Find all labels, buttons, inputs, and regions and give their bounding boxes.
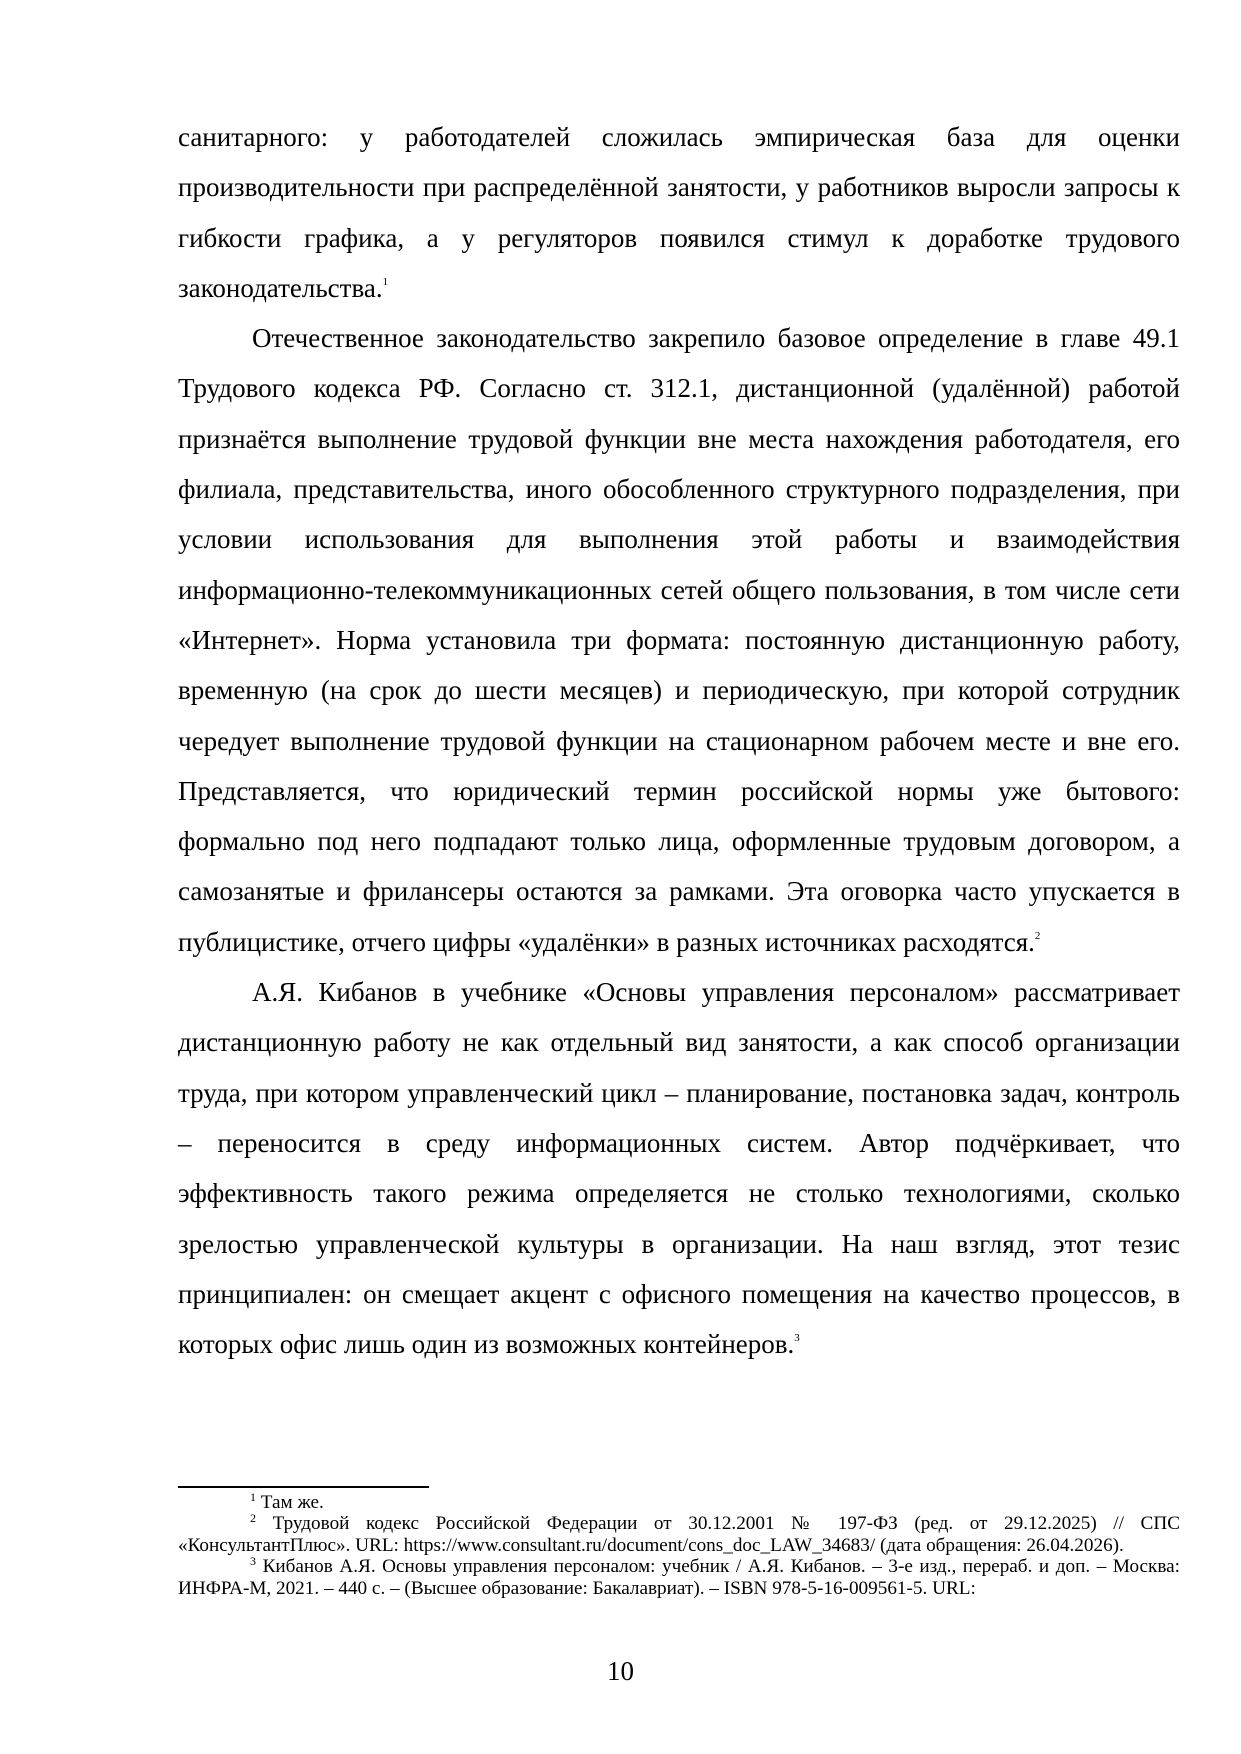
footnotes bbox=[178, 1492, 1180, 1599]
footnote-mark-3: 3 bbox=[250, 1554, 256, 1569]
footnote-ref-1[interactable]: 1 bbox=[382, 275, 389, 288]
footnote-1 bbox=[178, 1492, 1180, 1513]
footnote-mark-2: 2 bbox=[250, 1511, 256, 1526]
page-number: 10 bbox=[607, 1656, 634, 1686]
paragraph-1-text: санитарного: у работодателей сложилась эмпирическая база для оценки производительности при распределённой занятости, у работников выросли запросы к гибкости графика, а у регуляторов появился стимул к доработке трудового законодательства. bbox=[178, 122, 1180, 303]
footnote-3 bbox=[178, 1556, 1180, 1599]
paragraph-1 bbox=[178, 112, 1180, 313]
footnote-text-3: Кибанов А.Я. Основы управления персоналом: учебник / А.Я. Кибанов. – 3-е изд., перераб. и доп. – Москва: ИНФРА-М, 2021. – 440 с. – (Высшее образование: Бакалавриат). – ISBN 978-5-16-009561-5. URL: bbox=[178, 1556, 1181, 1599]
footnote-ref-3[interactable]: 3 bbox=[794, 1332, 800, 1345]
footnote-mark-1: 1 bbox=[250, 1490, 256, 1504]
paragraph-3-text: А.Я. Кибанов в учебнике «Основы управления персоналом» рассматривает дистанционную работу не как отдельный вид занятости, а как способ организации труда, при котором управленческий цикл – планирование, постановка задач, контроль – переносится в среду информационных систем. Автор подчёркивает, что эффективность такого режима определяется не столько технологиями, сколько зрелостью управленческой культуры в организации. На наш взгляд, этот тезис принципиален: он смещает акцент с офисного помещения на качество процессов, в которых офис лишь один из возможных контейнеров. bbox=[178, 977, 1180, 1360]
footnote-text-1: Там же. bbox=[260, 1492, 324, 1513]
body-text bbox=[178, 112, 1180, 1369]
paragraph-3 bbox=[178, 967, 1180, 1369]
footnote-2 bbox=[178, 1513, 1180, 1556]
footnote-text-2: Трудовой кодекс Российской Федерации от 30.12.2001 № 197-ФЗ (ред. от 29.12.2025) // СПС «КонсультантПлюс». URL: https://www.consultant.ru/document/cons_doc_LAW_34683/ (дата обращения: 26.04.2026). bbox=[178, 1513, 1180, 1556]
footnote-ref-2[interactable]: 2 bbox=[1034, 929, 1041, 942]
footnote-separator bbox=[178, 1486, 429, 1488]
paragraph-2 bbox=[178, 313, 1180, 967]
paragraph-2-text: Отечественное законодательство закрепило базовое определение в главе 49.1 Трудового кодекса РФ. Согласно ст. 312.1, дистанционной (удалённой) работой признаётся выполнение трудовой функции вне места нахождения работодателя, его филиала, представительства, иного обособленного структурного подразделения, при условии использования для выполнения этой работы и взаимодействия информационно-телекоммуникационных сетей общего пользования, в том числе сети «Интернет». Норма установила три формата: постоянную дистанционную работу, временную (на срок до шести месяцев) и периодическую, при которой сотрудник чередует выполнение трудовой функции на стационарном рабочем месте и вне его. Представляется, что юридический термин российской нормы уже бытового: формально под него подпадают только лица, оформленные трудовым договором, а самозанятые и фрилансеры остаются за рамками. Эта оговорка часто упускается в публицистике, отчего цифры «удалёнки» в разных источниках расходятся. bbox=[178, 323, 1180, 957]
